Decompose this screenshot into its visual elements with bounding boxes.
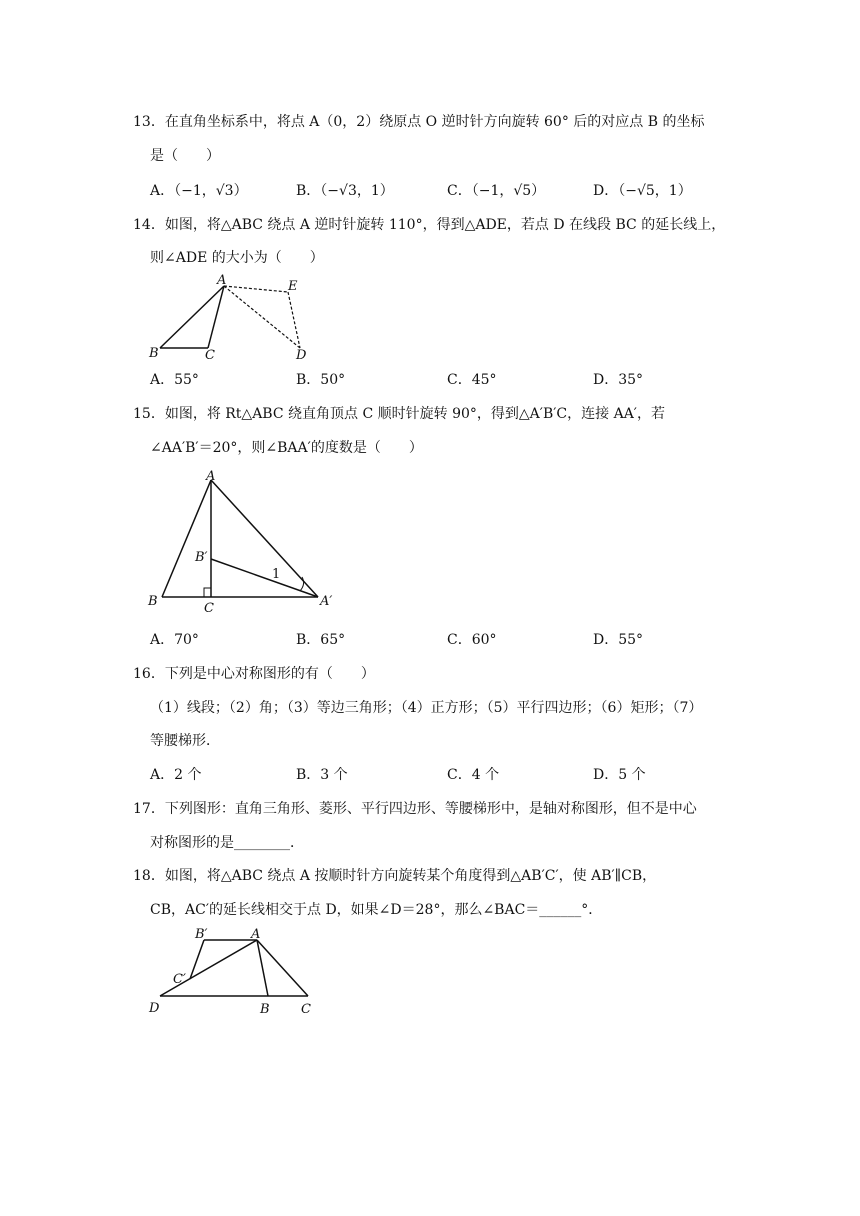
q18-label-c: C (301, 1002, 311, 1017)
q14-label-e: E (288, 279, 298, 294)
q15-label-b-prime: B′ (195, 550, 208, 565)
q14-option-b: B．50° (296, 372, 346, 388)
q18-label-b: B (260, 1002, 270, 1017)
q16-line-2: （1）线段；（2）角；（3）等边三角形；（4）正方形；（5）平行四边形；（6）矩形；（7） (150, 700, 703, 716)
q15-label-a: A (206, 469, 216, 484)
q15-label-angle-1: 1 (272, 567, 281, 582)
q14-line-2: 则∠ADE 的大小为（ ） (150, 250, 324, 266)
q15-option-a: A．70° (150, 632, 199, 648)
q14-option-c: C．45° (447, 372, 497, 388)
q14-option-a: A．55° (150, 372, 199, 388)
q15-label-b: B (148, 594, 158, 609)
q18-label-c-prime: C′ (173, 972, 186, 987)
q14-line-1: 14．如图，将△ABC 绕点 A 逆时针旋转 110°，得到△ADE，若点 D 在线段 BC 的延长线上， (133, 217, 726, 233)
q15-line-2: ∠AA′B′＝20°，则∠BAA′的度数是（ ） (150, 440, 423, 456)
q13-option-d: D．（−√5，1） (593, 183, 692, 199)
q14-label-d: D (296, 348, 307, 363)
q16-option-a: A．2 个 (150, 767, 202, 783)
q16-line-3: 等腰梯形． (150, 733, 220, 749)
q16-line-1: 16．下列是中心对称图形的有（ ） (133, 666, 375, 682)
q14-label-a: A (217, 273, 227, 288)
q17-line-1: 17．下列图形：直角三角形、菱形、平行四边形、等腰梯形中，是轴对称图形，但不是中心 (133, 801, 697, 817)
q18-label-d: D (149, 1001, 160, 1016)
q15-label-a-prime: A′ (320, 594, 333, 609)
q13-line-2: 是（ ） (150, 148, 220, 164)
q18-line-2: CB，AC′的延长线相交于点 D，如果∠D＝28°，那么∠BAC＝______°． (150, 902, 603, 918)
q13-option-b: B．（−√3，1） (296, 183, 394, 199)
q18-label-b-prime: B′ (195, 927, 208, 942)
q15-line-1: 15．如图，将 Rt△ABC 绕直角顶点 C 顺时针旋转 90°，得到△A′B′C，连接 AA′，若 (133, 406, 665, 422)
q15-option-b: B．65° (296, 632, 346, 648)
q16-option-c: C．4 个 (447, 767, 500, 783)
q15-label-c: C (204, 601, 214, 616)
q16-option-b: B．3 个 (296, 767, 348, 783)
q13-option-a: A．（−1，√3） (150, 183, 248, 199)
q17-line-2: 对称图形的是________． (150, 835, 304, 851)
q13-option-c: C．（−1，√5） (447, 183, 546, 199)
q15-figure (140, 468, 350, 618)
q14-label-c: C (205, 348, 215, 363)
q14-label-b: B (149, 346, 159, 361)
q18-figure (140, 922, 330, 1022)
q15-option-c: C．60° (447, 632, 497, 648)
q13-line-1: 13．在直角坐标系中，将点 A（0，2）绕原点 O 逆时针方向旋转 60° 后的对应点 B 的坐标 (133, 114, 705, 130)
q18-line-1: 18．如图，将△ABC 绕点 A 按顺时针方向旋转某个角度得到△AB′C′，使 AB′∥CB， (133, 868, 657, 884)
q18-label-a: A (251, 927, 261, 942)
q14-figure (140, 270, 330, 365)
q16-option-d: D．5 个 (593, 767, 646, 783)
q15-option-d: D．55° (593, 632, 644, 648)
q14-option-d: D．35° (593, 372, 644, 388)
